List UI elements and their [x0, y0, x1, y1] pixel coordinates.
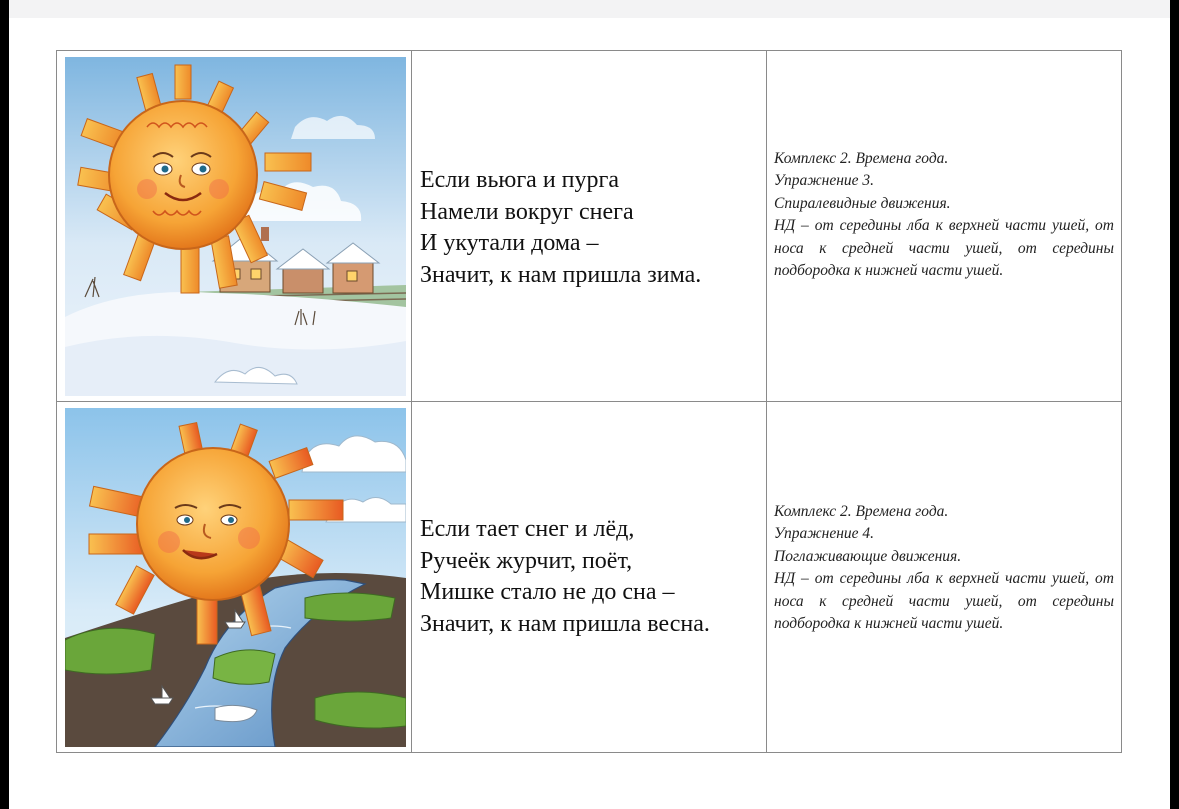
exercise-note-cell: [767, 402, 1121, 752]
page-top-band: [9, 0, 1170, 18]
poem-line: Значит, к нам пришла весна.: [420, 610, 710, 637]
poem-line: И укутали дома –: [420, 230, 599, 256]
exercise-label: Упражнение 3.: [774, 172, 875, 190]
exercise-label: Упражнение 4.: [774, 525, 875, 543]
exercise-note: [774, 148, 1114, 282]
poem-line: Мишке стало не до сна –: [420, 579, 675, 605]
poem-line: Значит, к нам пришла зима.: [420, 261, 702, 288]
poem-line: Намели вокруг снега: [420, 198, 634, 225]
poem-text: [420, 514, 765, 640]
poem-line: Если тает снег и лёд,: [420, 516, 635, 542]
illustration-cell: [57, 402, 412, 752]
exercise-note-cell: [767, 51, 1121, 401]
poem-line: Ручеёк журчит, поёт,: [420, 547, 633, 574]
illustration-cell: [57, 51, 412, 401]
exercise-table: [56, 50, 1122, 753]
document-page: [9, 0, 1170, 809]
complex-label: Комплекс 2. Времена года.: [774, 503, 949, 520]
poem-line: Если вьюга и пурга: [420, 167, 620, 193]
movement-label: Спиралевидные движения.: [774, 194, 951, 212]
poem-cell: [412, 402, 767, 752]
poem-cell: [412, 51, 767, 401]
table-row: [57, 51, 1121, 402]
exercise-description: НД – от середины лба к верхней части ушей, от носа к средней части ушей, от середины подбородка к нижней части ушей.: [774, 570, 1114, 633]
exercise-note: [774, 501, 1114, 635]
complex-label: Комплекс 2. Времена года.: [774, 150, 949, 167]
movement-label: Поглаживающие движения.: [774, 547, 962, 565]
table-row: [57, 402, 1121, 752]
poem-text: [420, 165, 765, 291]
winter-sun-icon: [65, 57, 406, 396]
spring-sun-icon: [65, 408, 406, 747]
exercise-description: НД – от середины лба к верхней части ушей, от носа к средней части ушей, от середины подбородка к нижней части ушей.: [774, 217, 1114, 280]
